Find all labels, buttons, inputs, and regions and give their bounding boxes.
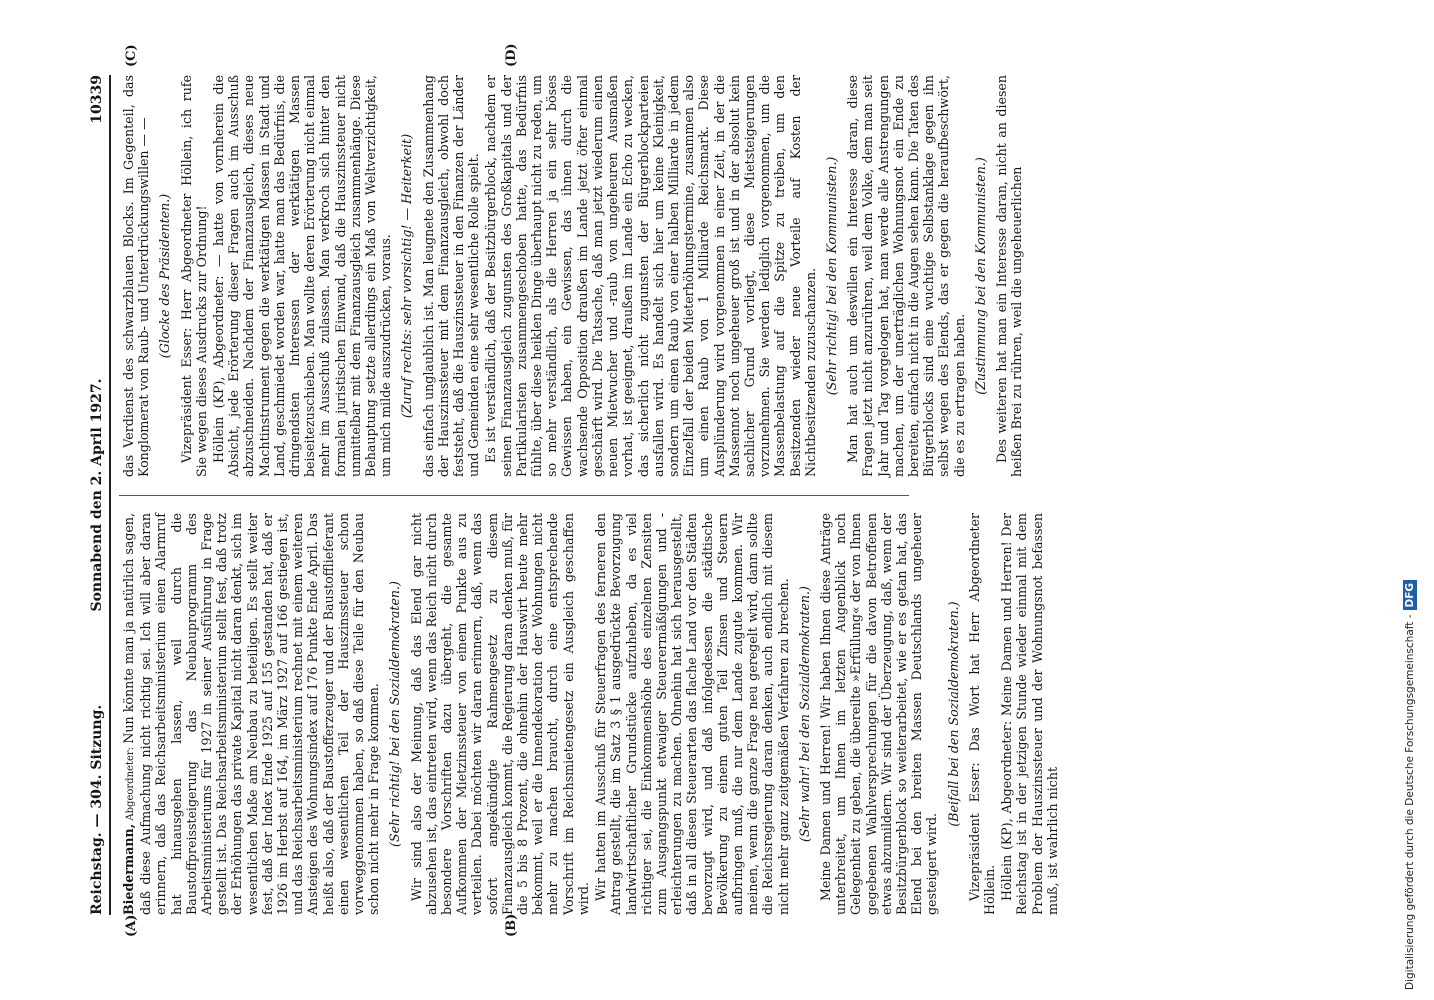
text-paragraph: Des weiteren hat man ein Interesse daran, nicht an diesen heißen Brei zu rühren, weil die ungeheuerlichen xyxy=(993,75,1025,477)
margin-letter-a: (A) xyxy=(124,914,139,937)
page-header xyxy=(85,75,111,915)
column-divider xyxy=(119,495,909,496)
interjection: (Zuruf rechts: sehr vorsichtig! — Heiterkeit) xyxy=(399,133,415,419)
text-paragraph: Vizepräsident Esser: Das Wort hat Herr Abgeordneter Höllein. xyxy=(966,513,997,915)
text-paragraph: das Verdienst des schwarzblauen Blocks. Im Gegenteil, das Konglomerat von Raub- und Unterdrückungswillen — — xyxy=(121,75,152,477)
dfg-logo: DFG xyxy=(1403,580,1417,611)
text-paragraph: das einfach unglaublich ist. Man leugnete den Zusammenhang der Hauszinssteuer mit dem Finanzausgleich, obwohl doch feststeht, daß die Hauszinssteuer in den Finanzen der Länder und Gemeinden eine sehr wesentliche Rolle spielt. xyxy=(420,75,482,477)
text-paragraph: Wir hatten im Ausschuß für Steuerfragen des ferneren den Antrag gestellt, die im Satz 3 § 1 ausgedrückte Bevorzugung landwirtschaftlicher Grundstücke aufzuheben, da es viel richtiger sei, die Einkommenshöhe des einzelnen Zensiten zum Ausgangspunkt etwaiger Steuerermäßigungen und -erleichterungen zu machen. Ohnehin hat sich herausgestellt, daß in all diesen Steuerarten das flache Land vor den Städten bevorzugt wird, und daß infolgedessen die städtische Bevölkerung zu einem guten Teil Zinsen und Steuern aufbringen muß, die nur dem Lande zugute kommen. Wir meinen, wenn die ganze Frage neu geregelt wird, dann sollte die Reichsregierung daran denken, auch endlich mit diesem nicht mehr ganz zeitgemäßen Verfahren zu brechen. xyxy=(593,513,791,915)
funding-note-text: Digitalisierung gefördert durch die Deutsche Forschungsgemeinschaft - xyxy=(1404,614,1416,990)
margin-letter-c: (C) xyxy=(124,44,139,67)
interjection: (Zustimmung bei den Kommunisten.) xyxy=(972,157,988,395)
interjection: (Beifall bei den Sozialdemokraten.) xyxy=(945,601,961,827)
text-paragraph: Es ist verständlich, daß der Besitzbürgerblock, nachdem er seinen Finanzausgleich zugunsten des Großkapitals und der Partikularisten zusammengeschoben hatte, das Bedürfnis fühlte, über diese heiklen Dinge überhaupt nicht zu reden, um so mehr verständlich, als die Herren ja ein sehr böses Gewissen haben, ein Gewissen, das ihnen durch die wachsende Opposition draußen im Lande jetzt öfter einmal geschärft wird. Die Tatsache, daß man jetzt wiederum einen neuen Mietwucher und -raub von ungeheuren Ausmaßen vorhat, ist geeignet, draußen im Lande ein Echo zu wecken, das sicherlich nicht zugunsten der Bürgerblockparteien ausfallen wird. Es handelt sich hier um keine Kleinigkeit, sondern um einen Raub von einer halben Milliarde in jedem Einzelfall der beiden Mieterhöhungstermine, zusammen also um einen Raub von 1 Milliarde Reichsmark. Diese Ausplünderung wird vorgenommen in einer Zeit, in der die Massennot noch ungeheuer groß ist und in der absolut kein sachlicher Grund vorliegt, diese Mietsteigerungen vorzunehmen. Sie werden lediglich vorgenommen, um die Massenbelastung auf die Spitze zu treiben, um den Besitzenden wieder neue Vorteile auf Kosten der Nichtbesitzenden zuzuschanzen. xyxy=(483,75,818,477)
interjection: (Sehr wahr! bei den Sozialdemokraten.) xyxy=(796,586,812,842)
text-paragraph: Vizepräsident Esser: Herr Abgeordneter Höllein, ich rufe Sie wegen dieses Ausdrucks zur Ordnung! xyxy=(178,75,209,477)
speech-text: Nun könnte man ja natürlich sagen, daß diese Aufmachung nicht richtig sei. Ich will aber daran erinnern, daß das Reichsarbeitsministerium einen Alarmruf hat hinausgehen lassen, weil durch die Baustoffpreissteigerung das Neubauprogramm des Arbeitsministeriums für 1927 in seiner Ausführung in Frage gestellt ist. Das Reichsarbeitsministerium stellt fest, daß trotz der Erhöhungen das private Kapital nicht daran denkt, sich im wesentlichen Maße am Neubau zu beteiligen. Es stellt weiter fest, daß der Index Ende 1925 auf 155 gestanden hat, daß er 1926 im Herbst auf 164, im März 1927 auf 166 gestiegen ist, und das Reichsarbeitsministerium rechnet mit einem weiteren Ansteigen des Wohnungsindex auf 176 Punkte Ende April. Das heißt also, daß der Baustofferzeuger und der Baustofflieferant einen wesentlichen Teil der Hauszinssteuer schon vorweggenommen haben, so daß diese Teile für den Neubau schon nicht mehr in Frage kommen. xyxy=(121,513,382,915)
text-paragraph: Höllein (KP), Abgeordneter: — hatte von vornherein die Absicht, jede Erörterung dieser Fragen auch im Ausschuß abzuschneiden. Nachdem der Finanzausgleich, dieses neue Machtinstrument gegen die werktätigen Massen in Stadt und Land, geschmiedet worden war, hatte man das Bedürfnis, die dringendsten Interessen der werktätigen Massen beiseitezuschieben. Man wollte deren Erörterung nicht einmal mehr im Ausschuß zulassen. Man verkroch sich hinter den formalen juristischen Einwand, daß die Hauszinssteuer nicht unmittelbar mit dem Finanzausgleich zusammenhänge. Diese Behauptung setzte allerdings ein Maß von Weltverzichtigkeit, um mich milde auszudrücken, voraus. xyxy=(211,75,394,477)
margin-letter-d: (D) xyxy=(504,43,519,67)
funding-note xyxy=(1400,10,1420,990)
interjection: (Glocke des Präsidenten.) xyxy=(157,193,173,359)
interjection: (Sehr richtig! bei den Sozialdemokraten.) xyxy=(387,581,403,847)
speaker-name: Biedermann, xyxy=(121,823,136,915)
text-paragraph: Höllein (KP), Abgeordneter: Meine Damen und Herren! Der Reichstag ist in der jetzigen Stunde wieder einmal mit dem Problem der Hauszinssteuer und der Wohnungsnot befassen muß, ist wahrlich nicht xyxy=(999,513,1060,915)
left-text-column xyxy=(121,513,1060,915)
text-paragraph: Man hat auch um deswillen ein Interesse daran, diese Fragen jetzt nicht anzurühren, weil dem Volke, dem man seit Jahr und Tag vorgelogen hat, man werde alle Anstrengungen machen, um der unerträglichen Wohnungsnot ein Ende zu bereiten, einfach nicht in die Augen sehen kann. Die Taten des Bürgerblocks sind eine wuchtige Selbstanklage gegen ihn selbst wegen des Elends, das er gegen die heraufbeschwört, die es zu ertragen haben. xyxy=(845,75,967,477)
rotated-document-scan xyxy=(85,43,1405,937)
text-paragraph: Meine Damen und Herren! Wir haben Ihnen diese Anträge unterbreitet, um Ihnen im letzten Augenblick noch Gelegenheit zu geben, die übereilte »Erfüllung« der von Ihnen gegebenen Wahlversprechungen für die davon Betroffenen etwas abzumildern. Wir sind der Überzeugung, daß, wenn der Besitzbürgerblock so weiterarbeitet, wie er es getan hat, das Elend bei den breiten Massen Deutschlands ungeheuer gesteigert wird. xyxy=(817,513,940,915)
margin-letter-b: (B) xyxy=(504,913,519,937)
page-number: 10339 xyxy=(89,75,105,124)
text-paragraph: Wir sind also der Meinung, daß das Elend gar nicht abzusehen ist, das eintreten wird, wenn das Reich nicht durch besondere Vorschriften dazu übergeht, die gesamte Aufkommen der Mietzinssteuer von einem Punkte aus zu verteilen. Dabei möchten wir daran erinnern, daß, wenn das sofort angekündigte Rahmengesetz zu diesem Finanzausgleich kommt, die Regierung daran denken muß, für die 5 bis 8 Prozent, die ohnehin der Hauswirt heute mehr bekommt, weil er die Innendekoration der Wohnungen nicht mehr zu machen braucht, durch eine entsprechende Vorschrift im Reichsmietengesetz ein Ausgleich geschaffen wird. xyxy=(408,513,591,915)
right-text-column xyxy=(121,75,1025,477)
speaker-role: Abgeordneter: xyxy=(125,743,136,824)
header-date: Sonnabend den 2. April 1927. xyxy=(89,378,105,612)
speech-paragraph xyxy=(121,513,381,915)
header-left: Reichstag. — 304. Sitzung. xyxy=(89,704,105,915)
interjection: (Sehr richtig! bei den Kommunisten.) xyxy=(823,156,839,396)
